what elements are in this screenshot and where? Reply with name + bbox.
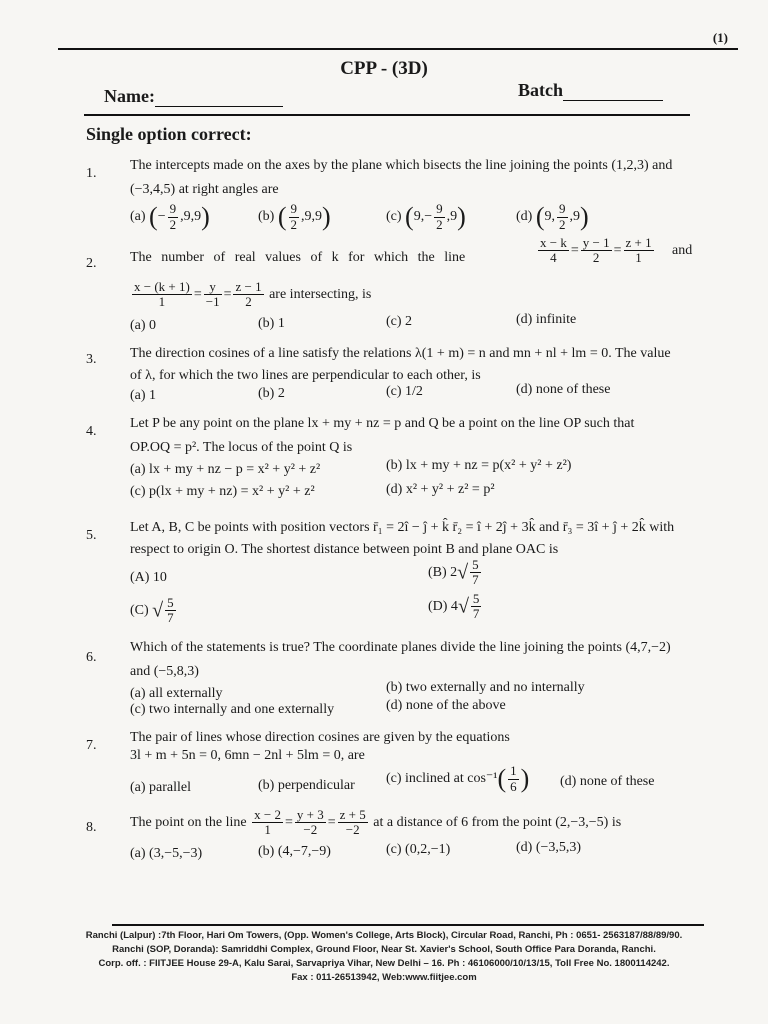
q2-and: and bbox=[672, 243, 693, 258]
q3-text-line2: of λ, for which the two lines are perpendicular to each other, is bbox=[130, 368, 481, 383]
q2-option-a: (a) 0 bbox=[130, 318, 157, 333]
q1-option-a: (a) (− $\frac{9}{2}$ ,9,9) bbox=[130, 201, 210, 232]
q4-option-b: (b) lx + my + nz = p(x² + y² + z²) bbox=[386, 458, 572, 473]
q6-text-line2: and (−5,8,3) bbox=[130, 664, 199, 679]
q4-text-line1: Let P be any point on the plane lx + my + nz = p and Q be a point on the line OP such that bbox=[130, 416, 635, 431]
q6-option-d: (d) none of the above bbox=[386, 698, 506, 713]
batch-label: Batch bbox=[518, 80, 563, 100]
name-label: Name: bbox=[104, 86, 155, 106]
q1-option-c: (c) (9,− $\frac{9}{2}$ ,9) bbox=[386, 201, 466, 232]
q3-option-c: (c) 1/2 bbox=[386, 384, 423, 399]
q1-text-line2: (−3,4,5) at right angles are bbox=[130, 182, 279, 197]
q2-line2: $\frac{x - (k + 1)}{1}$ = $\frac{y}{-1}$ = $\frac{z - 1}{2}$ are intersecting, is bbox=[134, 279, 372, 310]
q4-option-c: (c) p(lx + my + nz) = x² + y² + z² bbox=[130, 484, 315, 499]
q3-option-a: (a) 1 bbox=[130, 388, 157, 403]
page-number: (1) bbox=[712, 30, 728, 45]
q3-option-b: (b) 2 bbox=[258, 386, 285, 401]
q5-option-c: (C) √ $\frac{5}{7}$ bbox=[130, 595, 174, 626]
worksheet-title: CPP - (3D) bbox=[340, 58, 428, 79]
q8-number: 8. bbox=[86, 820, 97, 835]
q2-number: 2. bbox=[86, 256, 97, 271]
section-title: Single option correct: bbox=[86, 124, 252, 144]
q5-number: 5. bbox=[86, 528, 97, 543]
q6-option-a: (a) all externally bbox=[130, 686, 223, 701]
q2-option-b: (b) 1 bbox=[258, 316, 285, 331]
name-field bbox=[104, 86, 283, 107]
batch-field bbox=[518, 80, 663, 101]
q7-text-line1: The pair of lines whose direction cosines are given by the equations bbox=[130, 730, 510, 745]
q6-option-b: (b) two externally and no internally bbox=[386, 680, 585, 695]
q8-option-a: (a) (3,−5,−3) bbox=[130, 846, 203, 861]
q2-option-d: (d) infinite bbox=[516, 312, 577, 327]
q4-option-d: (d) x² + y² + z² = p² bbox=[386, 482, 495, 497]
q8-text-line1: The point on the line $\frac{x - 2}{1}$ = $\frac{y + 3}{-2}$ = $\frac{z + 5}{-2}$ at a distance of 6 from the point (2,−3,−5) is bbox=[130, 807, 622, 838]
q7-number: 7. bbox=[86, 738, 97, 753]
batch-blank bbox=[563, 82, 663, 101]
q4-text-line2: OP.OQ = p². The locus of the point Q is bbox=[130, 440, 353, 455]
q8-option-d: (d) (−3,5,3) bbox=[516, 840, 582, 855]
q5-option-d: (D) 4√ $\frac{5}{7}$ bbox=[428, 591, 480, 622]
q5-option-b: (B) 2√ $\frac{5}{7}$ bbox=[428, 557, 479, 588]
footer-line-4: Fax : 011-26513942, Web:www.fiitjee.com bbox=[291, 972, 477, 983]
q4-number: 4. bbox=[86, 424, 97, 439]
header-rule bbox=[84, 114, 690, 116]
q7-option-a: (a) parallel bbox=[130, 780, 192, 795]
footer-rule bbox=[112, 924, 704, 926]
q2-line-equation: $\frac{x - k}{4}$ = $\frac{y - 1}{2}$ = $\frac{z + 1}{1}$ bbox=[540, 235, 652, 266]
name-blank bbox=[155, 88, 283, 107]
q5-text-line2: respect to origin O. The shortest distance between point B and plane OAC is bbox=[130, 542, 559, 557]
q7-option-b: (b) perpendicular bbox=[258, 778, 355, 793]
footer-line-2: Ranchi (SOP, Doranda): Samriddhi Complex, Ground Floor, Near St. Xavier's School, South Office Para Doranda, Ranchi. bbox=[112, 944, 656, 955]
q6-option-c: (c) two internally and one externally bbox=[130, 702, 335, 717]
q1-option-b: (b) ( $\frac{9}{2}$ ,9,9) bbox=[258, 201, 331, 232]
q6-number: 6. bbox=[86, 650, 97, 665]
q1-text-line1: The intercepts made on the axes by the plane which bisects the line joining the points (1,2,3) and bbox=[130, 158, 673, 173]
q8-option-b: (b) (4,−7,−9) bbox=[258, 844, 331, 859]
q5-text-line1: Let A, B, C be points with position vectors r̄₁ = 2î − ĵ + k̂ r̄₂ = î + 2ĵ + 3k̂ and r̄₃ = 3î + ĵ + 2k̂ with bbox=[130, 520, 675, 535]
q3-text-line1: The direction cosines of a line satisfy the relations λ(1 + m) = n and mn + nl + lm = 0. The value bbox=[130, 346, 671, 361]
q1-option-d: (d) (9, $\frac{9}{2}$ ,9) bbox=[516, 201, 589, 232]
q6-text-line1: Which of the statements is true? The coordinate planes divide the line joining the points (4,7,−2) bbox=[130, 640, 671, 655]
q4-option-a: (a) lx + my + nz − p = x² + y² + z² bbox=[130, 462, 321, 477]
q7-option-d: (d) none of these bbox=[560, 774, 655, 789]
q1-number: 1. bbox=[86, 166, 97, 181]
q7-option-c: (c) inclined at cos⁻¹( $\frac{1}{6}$ ) bbox=[386, 763, 530, 794]
q2-text-line1: The number of real values of k for which the line bbox=[130, 250, 466, 265]
q2-option-c: (c) 2 bbox=[386, 314, 413, 329]
q3-number: 3. bbox=[86, 352, 97, 367]
footer-line-3: Corp. off. : FIITJEE House 29-A, Kalu Sarai, Sarvapriya Vihar, New Delhi – 16. Ph : 46106000/10/13/15, Toll Free No. 1800114242. bbox=[98, 958, 670, 969]
q7-text-line2: 3l + m + 5n = 0, 6mn − 2nl + 5lm = 0, are bbox=[130, 748, 365, 763]
q5-option-a: (A) 10 bbox=[130, 570, 167, 585]
q3-option-d: (d) none of these bbox=[516, 382, 611, 397]
q8-option-c: (c) (0,2,−1) bbox=[386, 842, 451, 857]
top-rule bbox=[58, 48, 738, 50]
footer-line-1: Ranchi (Lalpur) :7th Floor, Hari Om Towers, (Opp. Women's College, Arts Block), Circular Road, Ranchi, Ph : 0651- 2563187/88/89/90. bbox=[85, 930, 683, 941]
